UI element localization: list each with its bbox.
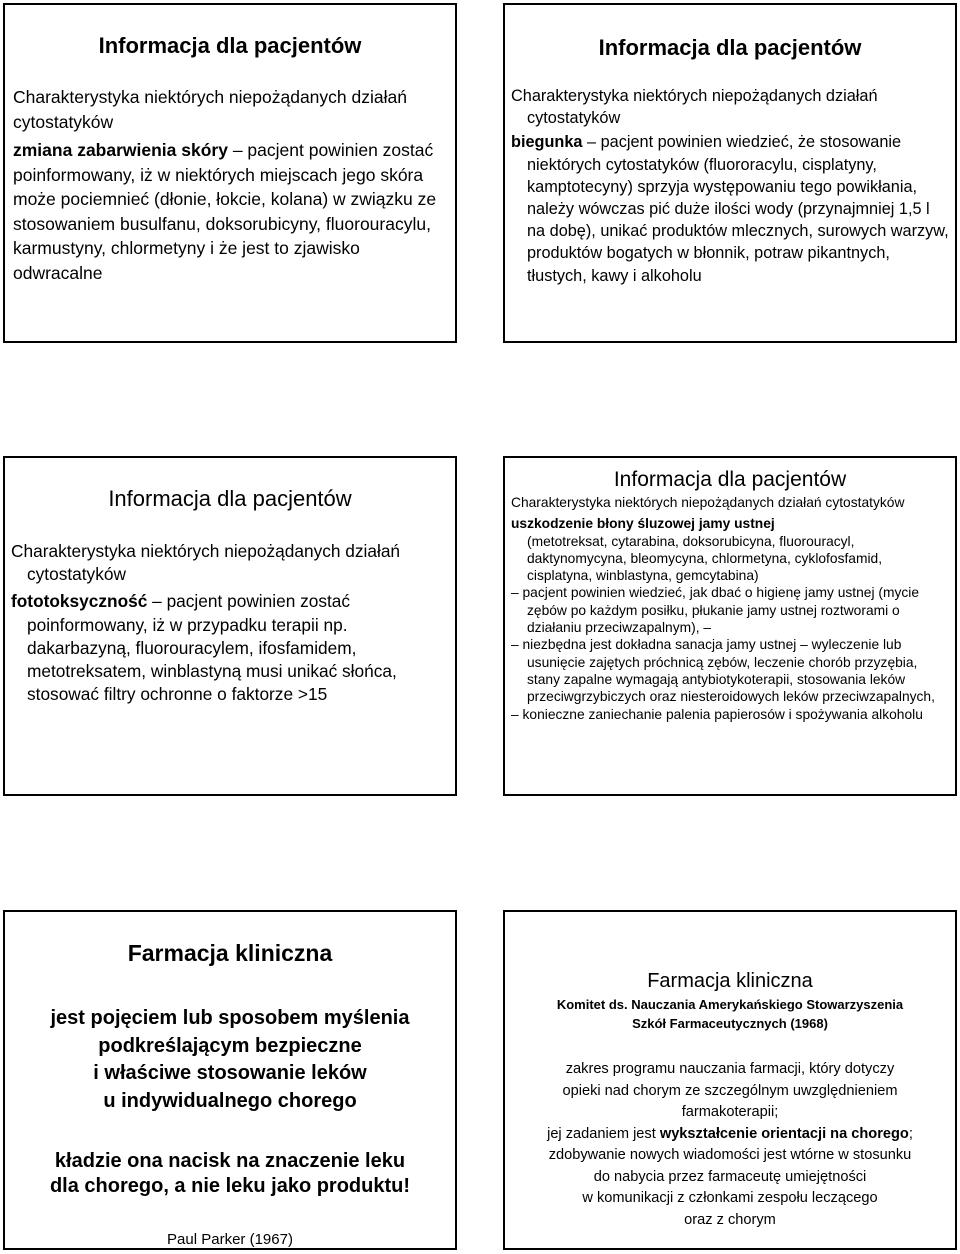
slide-title: Farmacja kliniczna bbox=[127, 940, 333, 966]
emphasis bbox=[15, 1149, 445, 1199]
slide-subtitle: Charakterystyka niektórych niepożądanych działań cytostatyków bbox=[511, 87, 878, 128]
body-line: do nabycia przez farmaceutę umiejętności bbox=[593, 1168, 867, 1185]
slide-title: Farmacja kliniczna bbox=[647, 970, 813, 992]
slide-title: Informacja dla pacjentów bbox=[598, 35, 862, 60]
slide-clinical-pharmacy-committee bbox=[503, 910, 957, 1250]
slide-body bbox=[511, 131, 949, 286]
term: fototoksyczność bbox=[11, 591, 148, 612]
definition-line: u indywidualnego chorego bbox=[103, 1089, 357, 1112]
slide-title: Informacja dla pacjentów bbox=[98, 33, 362, 58]
task-suffix: ; bbox=[908, 1125, 913, 1142]
body-line: zdobywanie nowych wiadomości jest wtórne w stosunku bbox=[548, 1147, 912, 1163]
body-line: w komunikacji z członkami zespołu leczącego bbox=[582, 1190, 878, 1206]
list-item: – niezbędna jest dokładna sanacja jamy ustnej – wyleczenie lub usunięcie zajętych próchnicą zębów, leczenie chorób przyzębia, stany zapalne wymagają antybiotykoterapii, stosowania leków przeciwgrzybiczych oraz niesteroidowych leków przeciwzapalnych, bbox=[511, 637, 935, 705]
task-prefix: jej zadaniem jest bbox=[547, 1125, 660, 1142]
slide-clinical-pharmacy-definition bbox=[3, 910, 457, 1250]
section-heading: uszkodzenie błony śluzowej jamy ustnej bbox=[511, 516, 775, 532]
list-item: – pacjent powinien wiedzieć, jak dbać o higienę jamy ustnej (mycie zębów po każdym posiłku, płukanie jamy ustnej roztworami o działaniu przeciwzapalnym), – bbox=[511, 585, 919, 636]
definition bbox=[15, 1005, 445, 1115]
body-line: farmakoterapii; bbox=[681, 1104, 779, 1120]
slide-phototoxicity bbox=[3, 456, 457, 796]
slide-subtitle: Charakterystyka niektórych niepożądanych działań cytostatyków bbox=[511, 495, 905, 510]
slide-skin-discoloration bbox=[3, 3, 457, 343]
slide-subtitle: Charakterystyka niektórych niepożądanych działań cytostatyków bbox=[11, 541, 401, 585]
slide-body bbox=[11, 590, 449, 706]
slide-title: Informacja dla pacjentów bbox=[108, 486, 352, 511]
committee-source bbox=[511, 995, 949, 1033]
emphasis-line: kładzie ona nacisk na znaczenie leku bbox=[54, 1150, 406, 1172]
task-line bbox=[511, 1124, 949, 1146]
body-line: oraz z chorym bbox=[684, 1211, 776, 1228]
committee-line: Komitet ds. Nauczania Amerykańskiego Stowarzyszenia bbox=[556, 997, 904, 1012]
term: zmiana zabarwienia skóry bbox=[13, 140, 228, 160]
slide-body bbox=[13, 138, 447, 285]
list-item: – konieczne zaniechanie palenia papierosów i spożywania alkoholu bbox=[511, 706, 923, 722]
term-description: – pacjent powinien zostać poinformowany, iż w przypadku terapii np. dakarbazyną, fluorouracylem, ifosfamidem, metotreksatem, winblastyną musi unikać słońca, stosować filtry ochronne o faktorze >15 bbox=[27, 591, 397, 705]
definition-line: i właściwe stosowanie leków bbox=[93, 1062, 367, 1084]
term-description: – pacjent powinien zostać poinformowany, iż w niektórych miejscach jego skóra może pociemnieć (dłonie, łokcie, kolana) w związku ze stosowaniem busulfanu, doksorubicyny, fluorouracylu, karmustyny, chlormetyny i że jest to zjawisko odwracalne bbox=[13, 140, 437, 283]
slide-diarrhea bbox=[503, 3, 957, 343]
emphasis-line: dla chorego, a nie leku jako produktu! bbox=[49, 1175, 411, 1197]
body-line: opieki nad chorym ze szczególnym uwzględnieniem bbox=[562, 1082, 898, 1099]
term-description: – pacjent powinien wiedzieć, że stosowanie niektórych cytostatyków (fluororacylu, cisplatyny, kamptotecyny) sprzyja występowaniu tego powikłania, należy wówczas pić duże ilości wody (przynajmniej 1,5 l na dobę), unikać produktów mlecznych, surowych warzyw, produktów bogatych w błonnik, potraw pikantnych, tłustych, kawy i alkoholu bbox=[527, 133, 949, 285]
term: biegunka bbox=[511, 133, 583, 152]
author-citation: Paul Parker (1967) bbox=[167, 1231, 293, 1248]
slide-subtitle: Charakterystyka niektórych niepożądanych działań cytostatyków bbox=[13, 87, 407, 132]
definition-line: jest pojęciem lub sposobem myślenia bbox=[50, 1007, 410, 1029]
committee-line: Szkół Farmaceutycznych (1968) bbox=[632, 1016, 828, 1031]
task-emphasis: wykształcenie orientacji na chorego bbox=[659, 1125, 909, 1142]
slide-title: Informacja dla pacjentów bbox=[613, 468, 847, 491]
definition-line: podkreślającym bezpieczne bbox=[98, 1034, 362, 1057]
slide-oral-mucosa bbox=[503, 456, 957, 796]
drug-list: (metotreksat, cytarabina, doksorubicyna, fluorouracyl, daktynomycyna, bleomycyna, chlormetyna, cyklofosfamid, cisplatyna, winblastyna, gemcytabina) bbox=[527, 533, 883, 584]
body-line: zakres programu nauczania farmacji, który dotyczy bbox=[565, 1061, 895, 1077]
